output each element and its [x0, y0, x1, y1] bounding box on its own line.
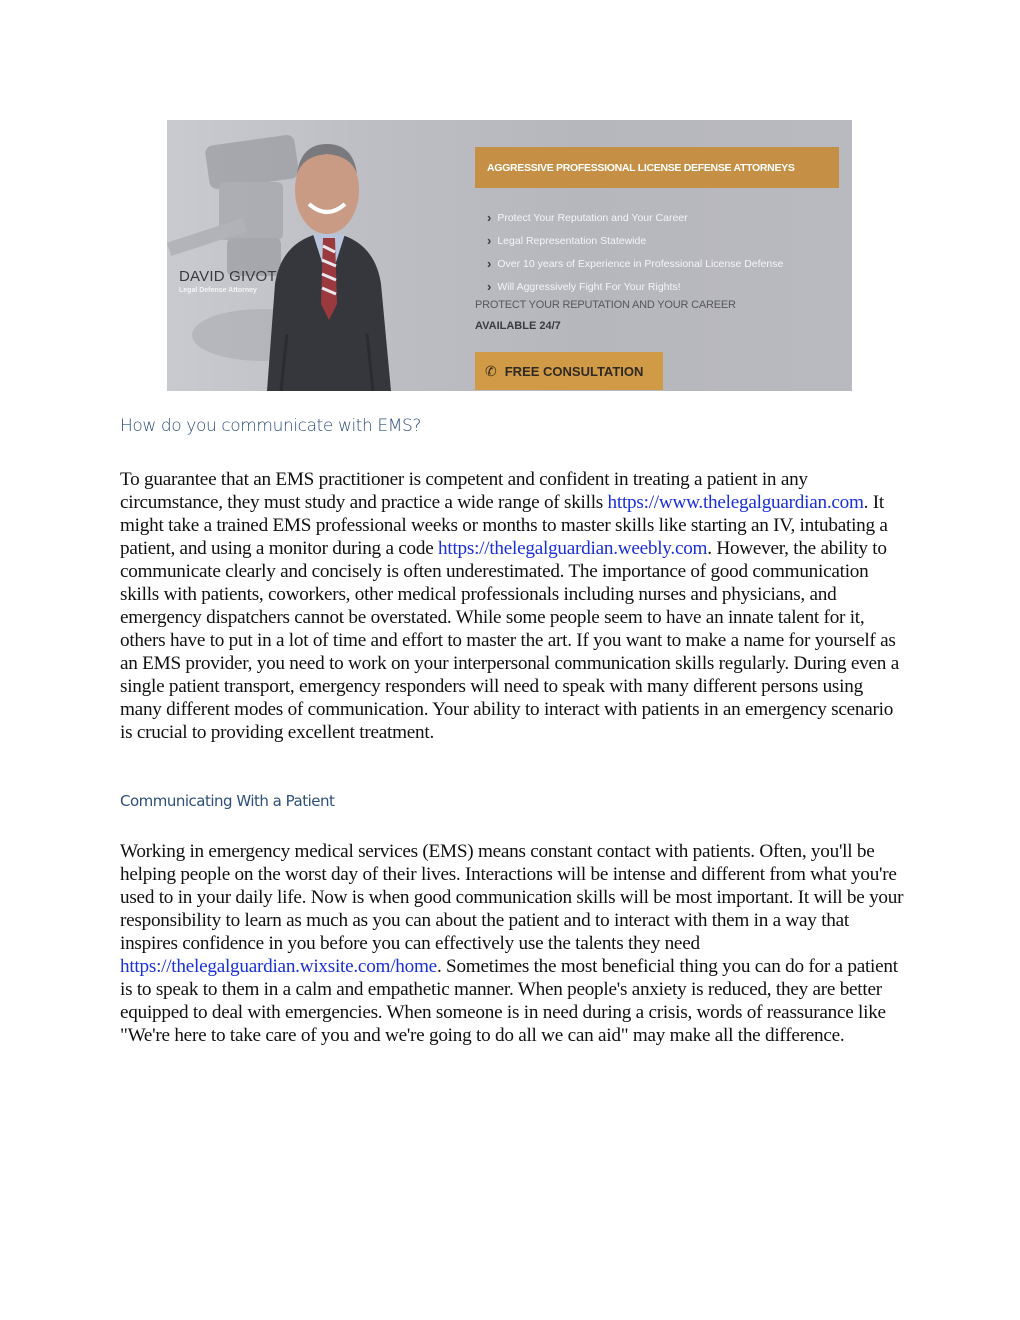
section-heading-communicating-with-patient: Communicating With a Patient	[120, 792, 335, 810]
availability-label: AVAILABLE 24/7	[475, 320, 561, 332]
chevron-right-icon: ›	[487, 255, 492, 271]
free-consultation-button[interactable]	[475, 352, 663, 390]
paragraph-text: . Sometimes the most beneficial thing you can do for a patient is to speak to them in a calm and empathetic manner. When people's anxiety is reduced, they are better equipped to deal with emergencies. When someone is in need during a crisis, words of reassurance like "We're here to take care of you and we're going to do all we can aid" may make all the difference.	[120, 956, 898, 1046]
paragraph-text: . It might take a trained EMS professional weeks or months to master skills like starting an IV, intubating a patient, and using a monitor during a code	[120, 492, 888, 559]
attorney-photo	[257, 134, 397, 391]
section2-paragraph	[120, 840, 905, 1047]
section1-paragraph	[120, 468, 905, 744]
banner-bullet-text: Protect Your Reputation and Your Career	[497, 211, 688, 224]
paragraph-text: . However, the ability to communicate clearly and concisely is often underestimated. The importance of good communication skills with patients, coworkers, other medical professionals including nurses and physicians, and emergency dispatchers cannot be overstated. While some people seem to have an innate talent for it, others have to put in a lot of time and effort to master the art. If you want to make a name for yourself as an EMS provider, you need to work on your interpersonal communication skills regularly. During even a single patient transport, emergency responders will need to speak with many different persons using many different modes of communication. Your ability to interact with patients in an emergency scenario is crucial to providing excellent treatment.	[120, 538, 899, 743]
paragraph-text: Working in emergency medical services (EMS) means constant contact with patients. Often, you'll be helping people on the worst day of their lives. Interactions will be intense and different from what you're used to in your daily life. Now is when good communication skills will be most important. It will be your responsibility to learn as much as you can about the patient and to interact with them in a way that inspires confidence in you before you can effectively use the talents they need	[120, 841, 904, 954]
chevron-right-icon: ›	[487, 209, 492, 225]
banner-bullet	[487, 252, 783, 275]
banner-bullet	[487, 206, 783, 229]
chevron-right-icon: ›	[487, 232, 492, 248]
banner-bullet-text: Over 10 years of Experience in Professional License Defense	[497, 257, 784, 270]
free-consultation-label: FREE CONSULTATION	[504, 363, 644, 379]
banner-bullet	[487, 229, 783, 252]
chevron-right-icon: ›	[487, 278, 492, 294]
banner-headline-box	[475, 147, 839, 188]
banner-headline: AGGRESSIVE PROFESSIONAL LICENSE DEFENSE ATTORNEYS	[487, 161, 795, 174]
paragraph-text: To guarantee that an EMS practitioner is competent and confident in treating a patient in any circumstance, they must study and practice a wide range of skills	[120, 469, 808, 513]
banner-bullet-list	[487, 206, 783, 298]
attorney-name: DAVID GIVOT	[179, 268, 277, 285]
phone-icon: ✆	[485, 362, 497, 379]
advertisement-banner[interactable]	[167, 120, 852, 391]
banner-bullet	[487, 275, 783, 298]
banner-tagline: PROTECT YOUR REPUTATION AND YOUR CAREER	[475, 299, 736, 311]
attorney-name-block	[179, 268, 277, 294]
banner-bullet-text: Legal Representation Statewide	[497, 234, 647, 247]
link-thelegalguardian-wixsite[interactable]: https://thelegalguardian.wixsite.com/home	[120, 956, 437, 977]
link-thelegalguardian-com[interactable]: https://www.thelegalguardian.com	[607, 492, 864, 513]
attorney-title: Legal Defense Attorney	[179, 287, 257, 294]
section-heading-communicate-with-ems: How do you communicate with EMS?	[120, 416, 422, 436]
link-thelegalguardian-weebly[interactable]: https://thelegalguardian.weebly.com	[438, 538, 708, 559]
banner-bullet-text: Will Aggressively Fight For Your Rights!	[497, 280, 681, 293]
